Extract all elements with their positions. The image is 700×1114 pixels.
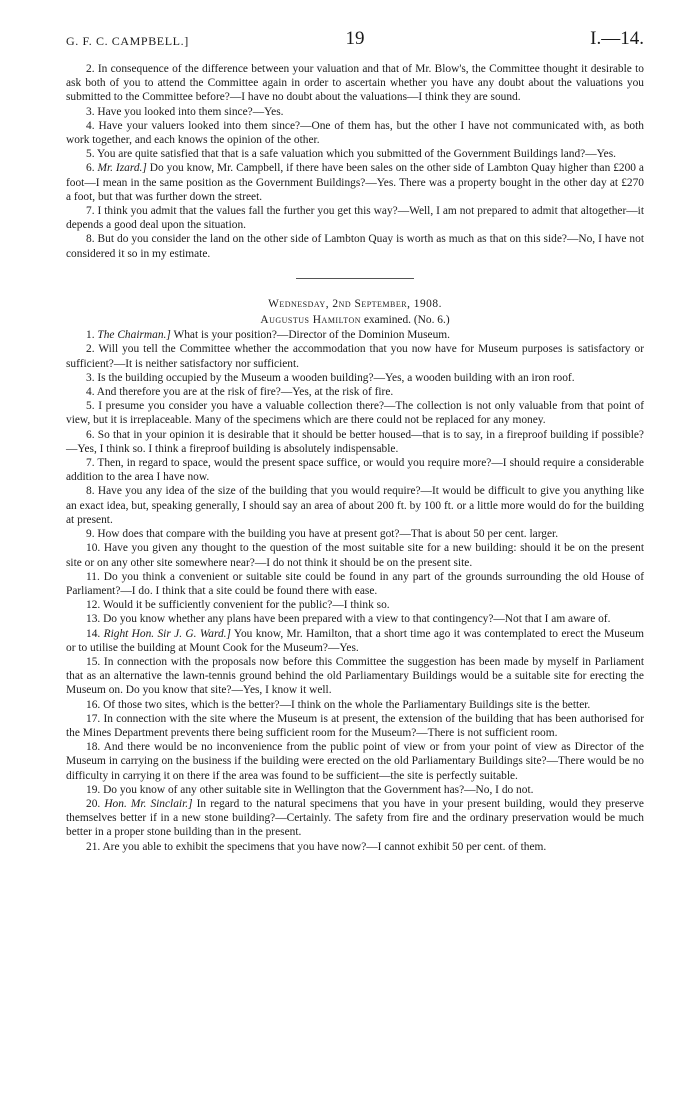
question-number: 6. (86, 162, 95, 175)
document-reference: I.—14. (590, 28, 644, 49)
question-text: In regard to the natural specimens that you have in your present building, would they preserve themselves better if in a new stone building?—Certainly. The safety from fire and the ordinary preservation would be much better in a proper stone building than in the present. (66, 797, 644, 839)
speaker-name: The Chairman.] (97, 329, 171, 342)
witness-suffix: examined. (No. 6.) (363, 314, 450, 327)
transcript-body (66, 62, 644, 854)
question-paragraph (66, 328, 644, 342)
question-paragraph: 5. You are quite satisfied that that is a safe valuation which you submitted of the Government Buildings land?—Yes. (86, 148, 617, 161)
page-header (66, 28, 644, 62)
evidence-section-campbell (66, 62, 644, 261)
speaker-name: Right Hon. Sir J. G. Ward.] (103, 627, 231, 640)
section-divider (296, 278, 414, 279)
question-paragraph: 19. Do you know of any other suitable site in Wellington that the Government has?—No, I do not. (86, 783, 534, 796)
question-paragraph: 2. In consequence of the difference between your valuation and that of Mr. Blow's, the Committee thought it desirable to ask both of you to attend the Committee again in order to ascertain whether you have any doubt about the valuations you submitted to the Committee before?—I have no doubt about the valuations—I think they are sound. (66, 63, 644, 104)
question-paragraph: 7. Then, in regard to space, would the present space suffice, or would you require more?—I should require a considerable addition to the area I have now. (66, 457, 644, 484)
question-paragraph: 12. Would it be sufficiently convenient for the public?—I think so. (86, 599, 390, 612)
question-paragraph: 4. Have your valuers looked into them since?—One of them has, but the other I have not communicated with, as both work together, and each knows the opinion of the other. (66, 119, 644, 147)
question-paragraph (66, 627, 644, 655)
question-paragraph: 2. Will you tell the Committee whether the accommodation that you now have for Museum purposes is satisfactory or sufficient?—It is neither satisfactory nor sufficient. (66, 343, 644, 370)
question-paragraph: 10. Have you given any thought to the question of the most suitable site for a new building: should it be on the present site or on any other site somewhere near?—I do not think it should be on the present site. (66, 542, 644, 569)
question-paragraph: 16. Of those two sites, which is the better?—I think on the whole the Parliamentary Buildings site is the better. (86, 698, 591, 711)
question-number: 14. (86, 627, 101, 640)
question-paragraph: 3. Is the building occupied by the Museum a wooden building?—Yes, a wooden building with an iron roof. (86, 371, 575, 384)
question-paragraph: 4. And therefore you are at the risk of fire?—Yes, at the risk of fire. (86, 386, 394, 399)
question-paragraph: 8. But do you consider the land on the other side of Lambton Quay is worth as much as that on this side?—No, I have not considered it so in my estimate. (66, 233, 644, 260)
witness-name: Augustus Hamilton (260, 314, 362, 327)
question-paragraph (66, 797, 644, 840)
question-paragraph: 17. In connection with the site where the Museum is at present, the extension of the building that has been authorised for the Mines Department prevents there being sufficient room for the Museum?—There is not sufficient room. (66, 712, 644, 739)
evidence-section-hamilton (66, 328, 644, 854)
witness-heading: G. F. C. CAMPBELL.] (66, 34, 189, 48)
question-paragraph: 9. How does that compare with the building you have at present got?—That is about 50 per cent. larger. (86, 528, 559, 541)
question-paragraph: 8. Have you any idea of the size of the building that you would require?—It would be difficult to give you anything like an exact idea, but, speaking generally, I should say an area of about 200 ft. by 100 ft. or a little more would do for the building at present. (66, 485, 644, 526)
question-paragraph: 3. Have you looked into them since?—Yes. (86, 105, 284, 118)
speaker-name: Hon. Mr. Sinclair.] (104, 797, 193, 810)
question-paragraph: 13. Do you know whether any plans have been prepared with a view to that contingency?—Not that I am aware of. (86, 613, 611, 626)
question-text: What is your position?—Director of the Dominion Museum. (173, 329, 450, 342)
question-paragraph: 15. In connection with the proposals now before this Committee the suggestion has been made by myself in Parliament that as an alternative the lawn-tennis ground behind the old Parliamentary Buildings would be a suitable site for erecting the Museum on. Do you know that site?—Yes, I know it well. (66, 655, 644, 697)
question-paragraph: 5. I presume you consider you have a valuable collection there?—The collection is not only valuable from that point of view, but it is irreplaceable. Many of the specimens which are there could not be replaced for any money. (66, 400, 644, 427)
session-date: Wednesday, 2nd September, 1908. (268, 297, 442, 310)
question-text: You know, Mr. Hamilton, that a short time ago it was contemplated to erect the Museum or to utilise the building at Mount Cook for the Museum?—Yes. (66, 627, 644, 654)
question-text: Do you know, Mr. Campbell, if there have been sales on the other side of Lambton Quay higher than £200 a foot—I mean in the same position as the Government Buildings?—Yes. There was a property bought in the other day at £270 a foot, but that was further down the street. (66, 162, 644, 203)
question-paragraph: 7. I think you admit that the values fall the further you get this way?—Well, I am not prepared to admit that altogether—it depends a good deal upon the situation. (66, 205, 644, 232)
question-number: 1. (86, 329, 95, 342)
speaker-name: Mr. Izard.] (97, 162, 147, 175)
question-paragraph: 21. Are you able to exhibit the specimens that you have now?—I cannot exhibit 50 per cent. of them. (86, 840, 547, 853)
page-number: 19 (345, 28, 365, 49)
question-paragraph: 11. Do you think a convenient or suitable site could be found in any part of the grounds surrounding the old House of Parliament?—I do. I think that a site could be found there with ease. (66, 570, 644, 597)
question-number: 20. (86, 797, 101, 810)
question-paragraph: 6. So that in your opinion it is desirable that it should be better housed—that is to say, in a fireproof building if possible?—Yes, I think so. I think a fireproof building is absolutely indispensable. (66, 428, 644, 455)
witness-line (66, 313, 644, 327)
question-paragraph: 18. And there would be no inconvenience from the public point of view or from your point of view as Director of the Museum in carrying on the business if the building were erected on the old Parliamentary Buildings site?—There would be no difficulty in carrying it on there if the area was found to be sufficient—the site is perfectly suitable. (66, 741, 644, 782)
question-paragraph (66, 161, 644, 204)
